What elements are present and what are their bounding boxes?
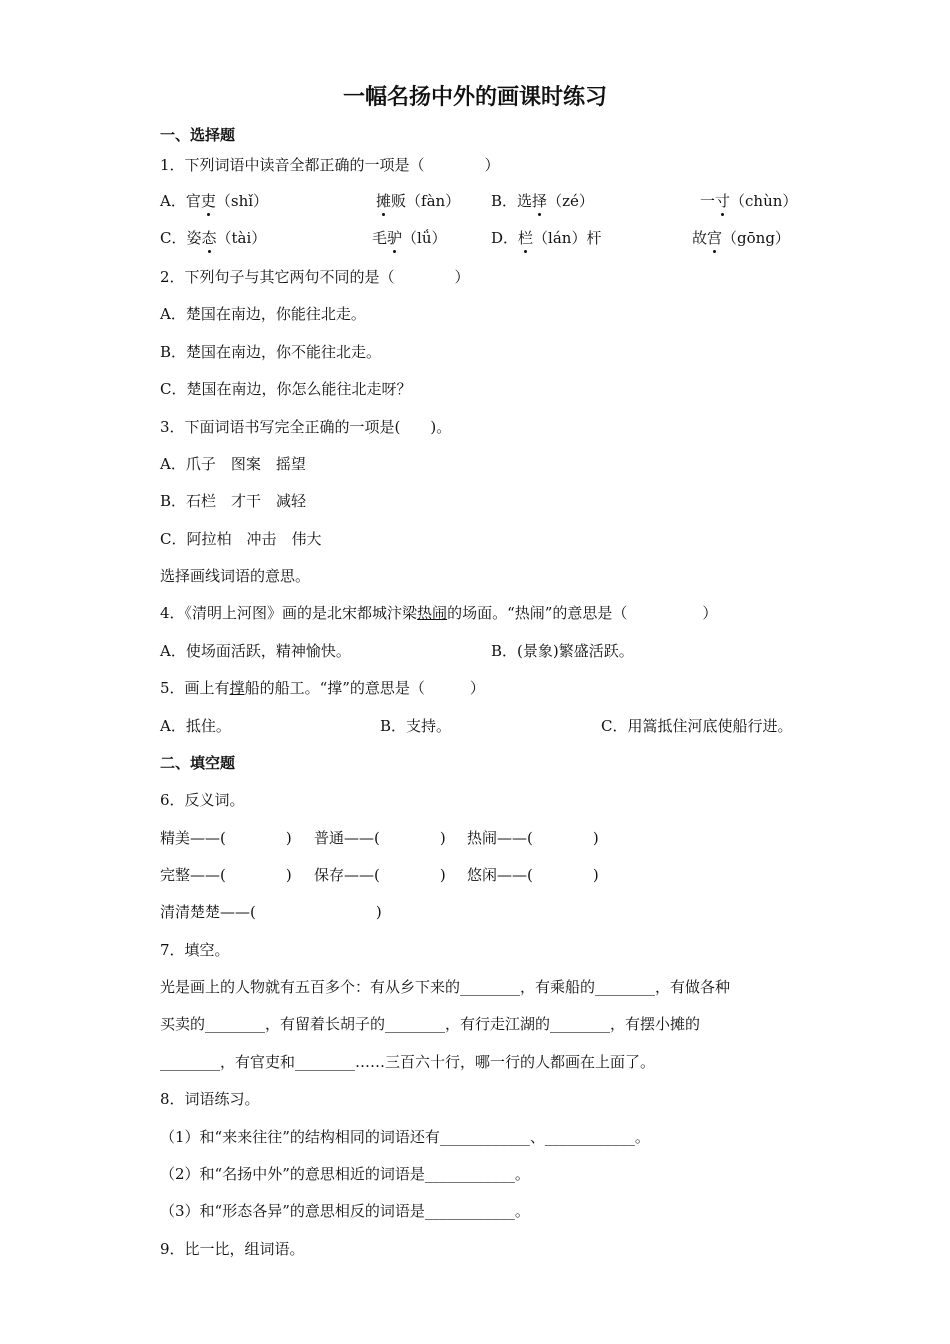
question-8-stem: 8．词语练习。 — [160, 1090, 260, 1108]
q2-option-a: A．楚国在南边，你能往北走。 — [160, 305, 366, 323]
q7-passage-line: 光是画上的人物就有五百多个：有从乡下来的________，有乘船的________，有做各种 — [160, 978, 731, 996]
q1-option-b: B．选择（zé） — [491, 192, 594, 210]
q1-option-d-word2: 故宫（gōng） — [692, 229, 790, 247]
section-heading-fill: 二、填空题 — [160, 754, 236, 772]
q1-option-a-word2: 摊贩（fàn） — [376, 192, 461, 210]
antonym-blank: 完整——( ) — [160, 866, 292, 884]
question-6-stem: 6．反义词。 — [160, 791, 245, 809]
question-3-stem: 3．下面词语书写完全正确的一项是( )。 — [160, 418, 452, 436]
question-5-stem: 5．画上有撑船的船工。“撑”的意思是（ ） — [160, 679, 485, 697]
q2-option-b: B．楚国在南边，你不能往北走。 — [160, 343, 382, 361]
q5-option-a: A．抵住。 — [160, 717, 231, 735]
section-heading-choice: 一、选择题 — [160, 126, 236, 144]
q1-option-c-word2: 毛驴（lǘ） — [372, 229, 447, 247]
q3-option-a: A．爪子 图案 摇望 — [160, 455, 306, 473]
q3-option-b: B．石栏 才干 减轻 — [160, 492, 307, 510]
q7-passage-line: ________，有官吏和________……三百六十行，哪一行的人都画在上面了。 — [160, 1053, 656, 1071]
question-9-stem: 9．比一比，组词语。 — [160, 1240, 305, 1258]
question-4-stem: 4．《清明上河图》画的是北宋都城汴梁热闹的场面。“热闹”的意思是（ ） — [160, 604, 718, 622]
q1-option-b-word2: 一寸（chùn） — [700, 192, 798, 210]
q4-option-a: A．使场面活跃，精神愉快。 — [160, 642, 351, 660]
q8-sub-1: （1）和“来来往往”的结构相同的词语还有____________、____________。 — [160, 1128, 650, 1146]
instruction-text: 选择画线词语的意思。 — [160, 567, 311, 585]
q1-option-c: C．姿态（tài） — [160, 229, 267, 247]
question-7-stem: 7．填空。 — [160, 941, 230, 959]
q3-option-c: C．阿拉柏 冲击 伟大 — [160, 530, 322, 548]
q8-sub-2: （2）和“名扬中外”的意思相近的词语是____________。 — [160, 1165, 530, 1183]
page-title: 一幅名扬中外的画课时练习 — [342, 85, 607, 110]
q1-option-d: D．栏（lán）杆 — [491, 229, 602, 247]
q7-passage-line: 买卖的________，有留着长胡子的________，有行走江湖的________，有摆小摊的 — [160, 1015, 701, 1033]
antonym-blank: 保存——( ) — [314, 866, 446, 884]
q5-option-b: B．支持。 — [380, 717, 452, 735]
q5-option-c: C．用篙抵住河底使船行进。 — [601, 717, 793, 735]
question-2-stem: 2．下列句子与其它两句不同的是（ ） — [160, 268, 470, 286]
q1-option-a: A．官吏（shǐ） — [160, 192, 269, 210]
antonym-blank: 精美——( ) — [160, 829, 292, 847]
q8-sub-3: （3）和“形态各异”的意思相反的词语是____________。 — [160, 1202, 530, 1220]
antonym-blank: 悠闲——( ) — [467, 866, 599, 884]
antonym-blank: 普通——( ) — [314, 829, 446, 847]
q4-option-b: B．(景象)繁盛活跃。 — [491, 642, 634, 660]
q2-option-c: C．楚国在南边，你怎么能往北走呀？ — [160, 380, 412, 398]
antonym-blank: 热闹——( ) — [467, 829, 599, 847]
question-1-stem: 1．下列词语中读音全都正确的一项是（ ） — [160, 156, 500, 174]
antonym-blank: 清清楚楚——( ) — [160, 903, 382, 921]
